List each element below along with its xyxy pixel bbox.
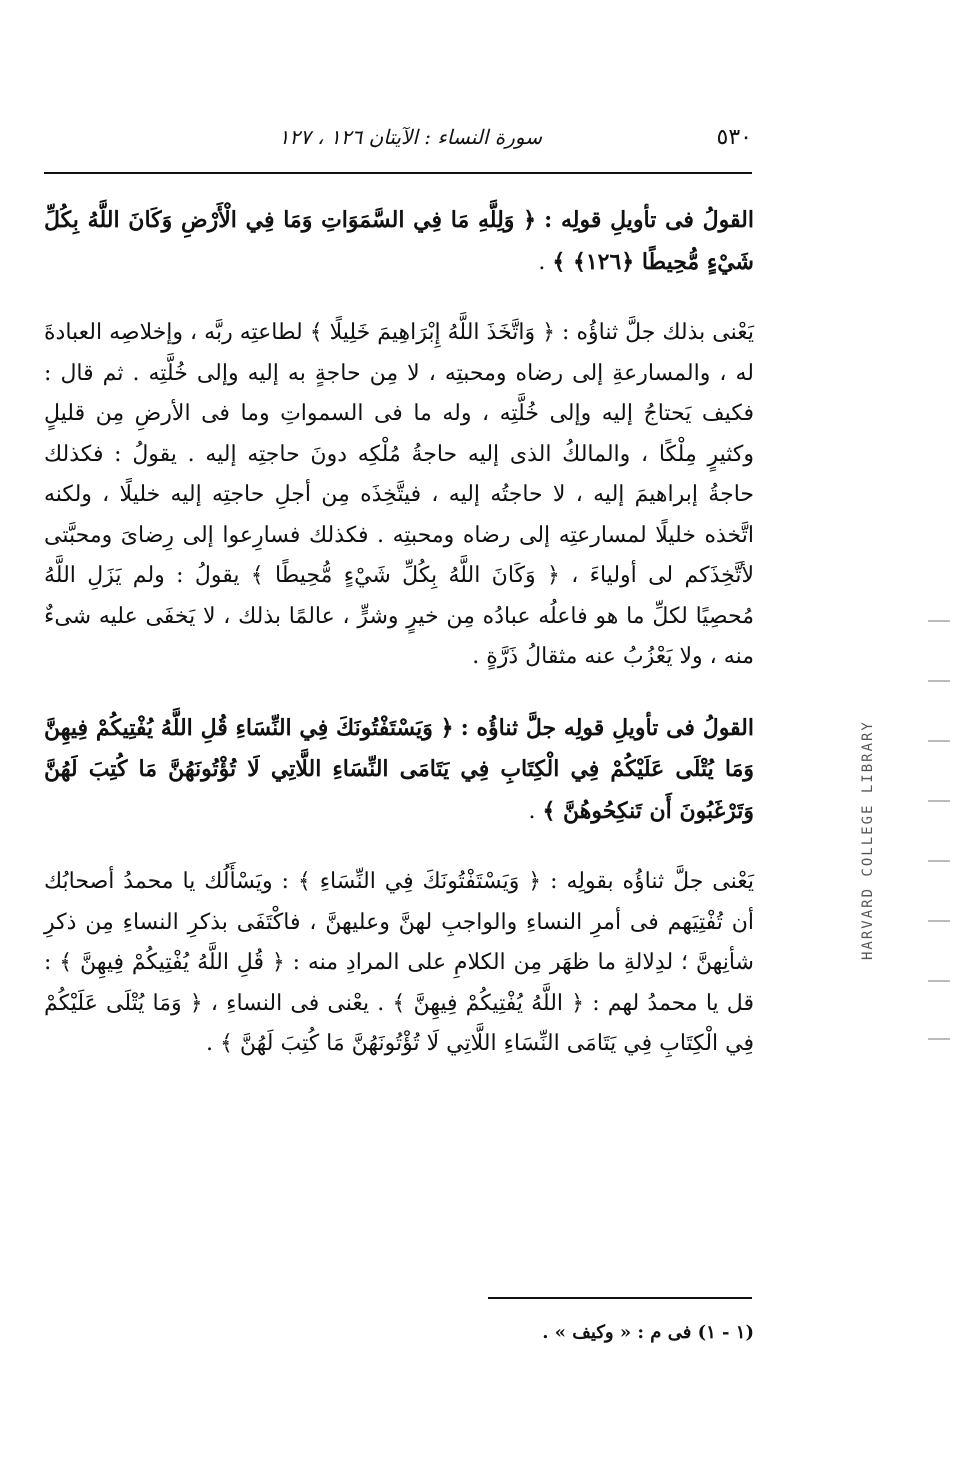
library-stamp <box>928 620 950 1040</box>
page-header <box>44 115 752 165</box>
paragraph-end: . <box>538 249 546 275</box>
commentary-paragraph: يَعْنى بذلك جلَّ ثناؤُه : ﴿ وَاتَّخَذَ اللَّهُ إِبْرَاهِيمَ خَلِيلًا ﴾ لطاعتِه ربَّه ، وإخلاصِه العبادةَ له ، والمسارعةِ إلى رضاه ومحبتِه ، لا مِن حاجةٍ به إليه وإلى خُلَّتِه . ثم قال : فكيف يَحتاجُ إليه وإلى خُلَّتِه ، وله ما فى السمواتِ وما فى الأرضِ مِن قليلٍ وكثيرٍ مِلْكًا ، والمالكُ الذى إليه حاجةُ مُلْكِه دونَ حاجتِه إليه . يقولُ : فكذلك حاجةُ إبراهيمَ إليه ، لا حاجتُه إليه ، فيتَّخِذَه مِن أجلِ حاجتِه إليه خليلًا ، ولكنه اتَّخذه خليلًا لمسارعتِه إلى رضاه ومحبتِه . فكذلك فسارِعوا إلى رِضاىَ ومحبَّتى لأتَّخِذَكم لى أولياءَ ، ﴿ وَكَانَ اللَّهُ بِكُلِّ شَيْءٍ مُّحِيطًا ﴾ يقولُ : ولم يَزَلِ اللَّهُ مُحصِيًا لكلِّ ما هو فاعلُه عبادُه مِن خيرٍ وشرٍّ ، عالمًا بذلك ، لا يَخفَى عليه شىءٌ منه ، ولا يَعْزُبُ عنه مثقالُ ذَرَّةٍ . <box>44 320 755 669</box>
page-number: ٥٣٠ <box>716 125 752 150</box>
main-text <box>44 200 754 1065</box>
quran-verse: ﴿ وَلِلَّهِ مَا فِي السَّمَوَاتِ وَمَا فِي الْأَرْضِ وَكَانَ اللَّهُ بِكُلِّ شَيْءٍ مُّحِيطًا ﴿١٢٦﴾ ﴾ <box>44 207 754 275</box>
running-title: سورة النساء : الآيتان ١٢٦ ، ١٢٧ <box>278 125 542 149</box>
quran-verse: ﴿ وَيَسْتَفْتُونَكَ فِي النِّسَاءِ قُلِ اللَّهُ يُفْتِيكُمْ فِيهِنَّ وَمَا يُتْلَى عَلَيْكُمْ فِي الْكِتَابِ فِي يَتَامَى النِّسَاءِ اللَّاتِي لَا تُؤْتُونَهُنَّ مَا كُتِبَ لَهُنَّ وَتَرْغَبُونَ أَن تَنكِحُوهُنَّ ﴾ <box>44 714 754 824</box>
section-heading: القولُ فى تأويلِ قولِه : <box>544 207 754 233</box>
footnote: (١ - ١) فى م : « وكيف » . <box>542 1322 754 1343</box>
paragraph-end: . <box>528 798 536 824</box>
footnote-rule <box>488 1297 752 1299</box>
library-stamp-text: HARVARD COLLEGE LIBRARY <box>860 720 876 960</box>
paragraph-heading-1 <box>44 200 754 283</box>
commentary-paragraph: يَعْنى جلَّ ثناؤُه بقولِه : ﴿ وَيَسْتَفْتُونَكَ فِي النِّسَاءِ ﴾ : ويَسْأَلُك يا محمدُ أصحابُك أن تُفْتِيَهم فى أمرِ النساءِ والواجبِ لهنَّ وعليهنَّ ، فاكْتَفَى بذكرِ النساءِ مِن ذكرِ شأنِهنَّ ؛ لدِلالةِ ما ظهَر مِن الكلامِ على المرادِ منه : ﴿ قُلِ اللَّهُ يُفْتِيكُمْ فِيهِنَّ ﴾ : قل يا محمدُ لهم : ﴿ اللَّهُ يُفْتِيكُمْ فِيهِنَّ ﴾ . يعْنى فى النساءِ ، ﴿ وَمَا يُتْلَى عَلَيْكُمْ فِي الْكِتَابِ فِي يَتَامَى النِّسَاءِ اللَّاتِي لَا تُؤْتُونَهُنَّ مَا كُتِبَ لَهُنَّ ﴾ . <box>44 869 754 1056</box>
section-heading: القولُ فى تأويلِ قولِه جلَّ ثناؤُه : <box>460 714 755 741</box>
paragraph-heading-2 <box>44 708 754 833</box>
header-rule <box>44 172 752 174</box>
